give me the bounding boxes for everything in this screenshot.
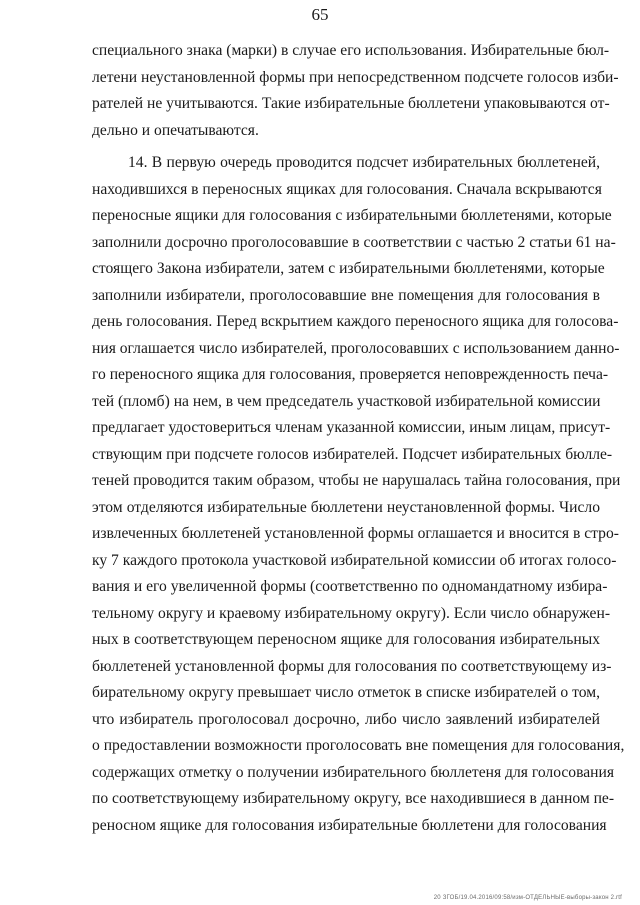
text-line: рателей не учитываются. Такие избирательные бюллетени упаковываются от- bbox=[92, 95, 610, 112]
text-line: ку 7 каждого протокола участковой избирательной комиссии об итогах голосо- bbox=[92, 551, 617, 569]
text-line: реносном ящике для голосования избирательные бюллетени для голосования bbox=[92, 816, 607, 834]
text-line: по соответствующему избирательному округу, все находившиеся в данном пе- bbox=[92, 790, 615, 807]
paragraph-2 bbox=[92, 150, 625, 839]
page-number: 65 bbox=[311, 5, 329, 24]
text-line: извлеченных бюллетеней установленной формы оглашается и вносится в стро- bbox=[92, 525, 619, 542]
text-line: ния оглашается число избирателей, проголосовавших с использованием данно- bbox=[92, 339, 620, 357]
paragraph-1 bbox=[92, 38, 619, 144]
text-line: переносные ящики для голосования с избирательными бюллетенями, которые bbox=[92, 207, 612, 224]
document-body bbox=[92, 38, 625, 839]
text-line: что избиратель проголосовал досрочно, либо число заявлений избирателей bbox=[92, 710, 600, 728]
text-line: вания и его увеличенной формы (соответственно по одномандатному избира- bbox=[92, 578, 608, 595]
text-line: стоящего Закона избиратели, затем с избирательными бюллетенями, которые bbox=[92, 260, 605, 277]
text-line: специального знака (марки) в случае его использования. Избирательные бюл- bbox=[92, 42, 610, 59]
text-line: теней проводится таким образом, чтобы не нарушалась тайна голосования, при bbox=[92, 472, 621, 489]
text-line: го переносного ящика для голосования, проверяется неповрежденность печа- bbox=[92, 366, 609, 383]
text-line: предлагает удостовериться членам указанной комиссии, иным лицам, присут- bbox=[92, 419, 611, 436]
text-line: о предоставлении возможности проголосовать вне помещения для голосования, bbox=[92, 737, 625, 754]
text-line: заполнили избиратели, проголосовавшие вне помещения для голосования в bbox=[92, 286, 600, 304]
text-line: тей (пломб) на нем, в чем председатель участковой избирательной комиссии bbox=[92, 392, 601, 410]
text-line: заполнили досрочно проголосовавшие в соответствии с частью 2 статьи 61 на- bbox=[92, 233, 616, 251]
footer-file-stamp: 20 ЗГОБ/19.04.2016/09:58/изм-ОТДЕЛЬНЫЕ-выборы-закон 2.rtf bbox=[433, 895, 622, 901]
text-line: содержащих отметку о получении избирательного бюллетеня для голосования bbox=[92, 763, 615, 781]
text-line: день голосования. Перед вскрытием каждого переносного ящика для голосова- bbox=[92, 313, 619, 330]
text-line: этом отделяются избирательные бюллетени неустановленной формы. Число bbox=[92, 498, 600, 516]
text-line: ных в соответствующем переносном ящике для голосования избирательных bbox=[92, 631, 600, 648]
text-line: тельному округу и краевому избирательному округу). Если число обнаружен- bbox=[92, 604, 611, 622]
text-line: бирательному округу превышает число отметок в списке избирателей о том, bbox=[92, 684, 600, 701]
text-line: дельно и опечатываются. bbox=[92, 121, 259, 139]
text-line: 14. В первую очередь проводится подсчет избирательных бюллетеней, bbox=[128, 154, 600, 171]
text-line: находившихся в переносных ящиках для голосования. Сначала вскрываются bbox=[92, 180, 602, 198]
text-line: ствующим при подсчете голосов избирателей. Подсчет избирательных бюлле- bbox=[92, 445, 613, 463]
text-line: бюллетеней установленной формы для голосования по соответствующему из- bbox=[92, 657, 612, 675]
text-line: летени неустановленной формы при непосредственном подсчете голосов изби- bbox=[92, 68, 619, 86]
